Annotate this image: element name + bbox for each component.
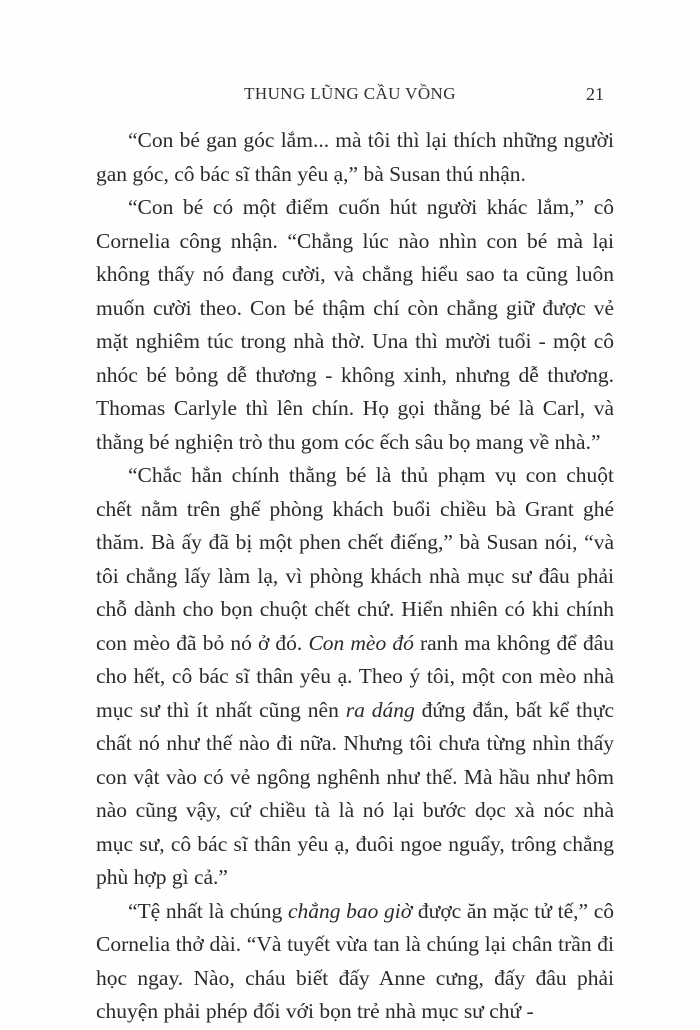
book-title: THUNG LŨNG CẦU VỒNG [244, 84, 456, 103]
paragraph [96, 124, 614, 191]
paragraph [96, 895, 614, 1029]
text-segment: được ăn mặc tử tế,” cô Cornelia thở dài. “Và tuyết vừa tan là chúng lại chân trần đi học ngay. Nào, cháu biết đấy Anne cưng, đấy đâu phải chuyện phải phép đối với bọn trẻ nhà mục sư chứ - [96, 898, 614, 1023]
text-segment: ranh ma không để đâu cho hết, cô bác sĩ thân yêu ạ. Theo ý tôi, một con mèo nhà mục sư thì ít nhất cũng nên [96, 630, 614, 722]
text-segment: đứng đắn, bất kể thực chất nó như thế nào đi nữa. Nhưng tôi chưa từng nhìn thấy con vật vào có vẻ ngông nghênh như thế. Mà hầu như hôm nào cũng vậy, cứ chiều tà là nó lại bước dọc xà nóc nhà mục sư, cô bác sĩ thân yêu ạ, đuôi ngoe nguẩy, trông chẳng phù hợp gì cả.” [96, 697, 614, 889]
italic-text-segment: ra dáng [345, 697, 415, 722]
italic-text-segment: Con mèo đó [308, 630, 414, 655]
page-number: 21 [586, 84, 604, 104]
body-text [96, 124, 614, 1029]
paragraph [96, 459, 614, 895]
text-segment: “Tệ nhất là chúng [128, 898, 288, 923]
text-segment: “Chắc hẳn chính thằng bé là thủ phạm vụ con chuột chết nằm trên ghế phòng khách buổi chiều bà Grant ghé thăm. Bà ấy đã bị một phen chết điếng,” bà Susan nói, “và tôi chẳng lấy làm lạ, vì phòng khách nhà mục sư đâu phải chỗ dành cho bọn chuột chết chứ. Hiển nhiên có khi chính con mèo đã bỏ nó ở đó. [96, 463, 614, 655]
italic-text-segment: chẳng bao giờ [287, 898, 413, 923]
running-header [0, 84, 700, 108]
text-segment: “Con bé gan góc lắm... mà tôi thì lại thích những người gan góc, cô bác sĩ thân yêu ạ,” bà Susan thú nhận. [96, 128, 614, 186]
text-segment: “Con bé có một điểm cuốn hút người khác lắm,” cô Cornelia công nhận. “Chẳng lúc nào nhìn con bé mà lại không thấy nó đang cười, và chẳng hiểu sao ta cũng luôn muốn cười theo. Con bé thậm chí còn chẳng giữ được vẻ mặt nghiêm túc trong nhà thờ. Una thì mười tuổi - một cô nhóc bé bỏng dễ thương - không xinh, nhưng dễ thương. Thomas Carlyle thì lên chín. Họ gọi thằng bé là Carl, và thằng bé nghiện trò thu gom cóc ếch sâu bọ mang về nhà.” [96, 195, 614, 454]
paragraph [96, 191, 614, 459]
